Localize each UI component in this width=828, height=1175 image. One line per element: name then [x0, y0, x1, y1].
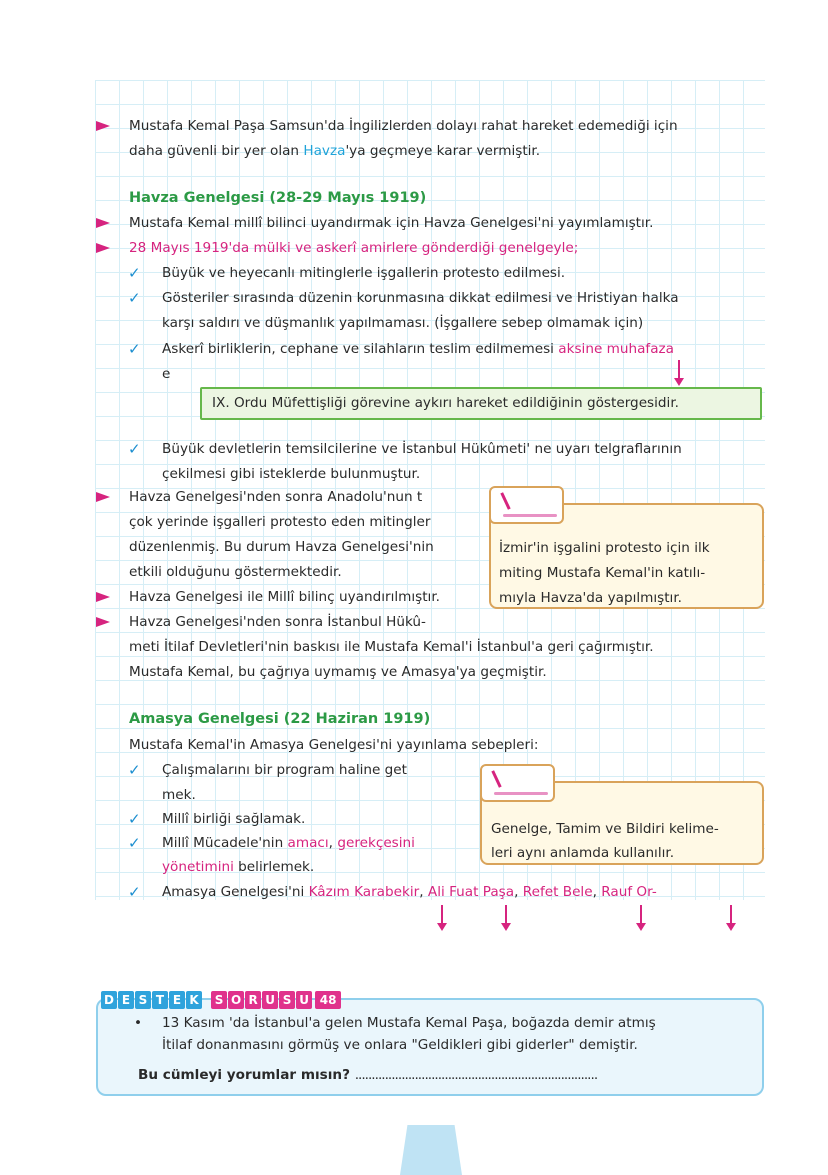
question-line-1: 13 Kasım 'da İstanbul'a gelen Mustafa Kemal Paşa, boğazda demir atmış [162, 1015, 656, 1031]
pen-stroke [494, 792, 548, 795]
havza-line-2: 28 Mayıs 1919'da mülki ve askerî amirlere gönderdiği genelgeyle; [129, 240, 579, 256]
pointer-line [441, 905, 443, 925]
check-item-4b: çekilmesi gibi isteklerde bulunmuştur. [162, 466, 421, 482]
separator: , [328, 835, 338, 851]
genelge-note-line-2: leri aynı anlamda kullanılır. [491, 845, 675, 861]
pen-icon [500, 492, 510, 510]
pointer-line [730, 905, 732, 925]
label-letter: T [152, 991, 168, 1009]
genelge-note-tab [480, 764, 555, 802]
milli-bilinc-line: Havza Genelgesi ile Millî bilinç uyandırılmıştır. [129, 589, 440, 605]
check-icon: ✓ [128, 289, 141, 307]
ordu-note-text: IX. Ordu Müfettişliği görevine aykırı hareket edildiğinin göstergesidir. [212, 395, 679, 411]
pointer-line [640, 905, 642, 925]
bullet-arrow-icon [96, 617, 110, 627]
down-arrow-icon [501, 923, 511, 931]
label-letter: S [135, 991, 151, 1009]
after-havza-line-3: düzenlenmiş. Bu durum Havza Genelgesi'nin [129, 539, 434, 555]
intro-line-2 [129, 142, 540, 160]
havza-heading: Havza Genelgesi (28-29 Mayıs 1919) [129, 190, 427, 206]
down-arrow-icon [437, 923, 447, 931]
pen-icon [491, 770, 501, 788]
label-letter: K [186, 991, 202, 1009]
intro-text: daha güvenli bir yer olan [129, 143, 304, 159]
check-item-3-text: Askerî birliklerin, cephane ve silahların teslim edilmemesi [162, 341, 559, 357]
check-item-1: Büyük ve heyecanlı mitinglerle işgallerin protesto edilmesi. [162, 265, 566, 281]
bullet-arrow-icon [96, 121, 110, 131]
amasya-item-3a [162, 834, 415, 852]
amasya-item-1a: Çalışmalarını bir program haline get [162, 762, 407, 778]
check-item-4a: Büyük devletlerin temsilcilerine ve İstanbul Hükûmeti' ne uyarı telgraflarının [162, 441, 682, 457]
genelge-note-line-1: Genelge, Tamim ve Bildiri kelime- [491, 821, 719, 837]
destek-question-box [96, 998, 764, 1096]
izmir-note-line-1: İzmir'in işgalini protesto için ilk [499, 540, 710, 556]
havza-highlight: Havza [303, 143, 346, 159]
label-letter: E [118, 991, 134, 1009]
down-arrow-icon [674, 378, 684, 386]
separator: , [514, 884, 519, 900]
izmir-note-tab [489, 486, 564, 524]
istanbul-line-3: Mustafa Kemal, bu çağrıya uymamış ve Amasya'ya geçmiştir. [129, 664, 547, 680]
bullet-arrow-icon [96, 492, 110, 502]
check-icon: ✓ [128, 810, 141, 828]
down-arrow-icon [726, 923, 736, 931]
ali-fuat-pasa-highlight: Ali Fuat Paşa [427, 884, 515, 900]
kazim-karabekir-highlight: Kâzım Karabekir [308, 884, 420, 900]
amasya-item-3-end: belirlemek. [233, 859, 315, 875]
page-number-tab [400, 1125, 462, 1175]
rauf-orbay-highlight: Rauf Or- [601, 884, 657, 900]
answer-line[interactable]: ......................................................................... [354, 1067, 598, 1083]
check-item-3b: e [162, 366, 171, 382]
aksine-muhafaza-highlight: aksine muhafaza [558, 341, 675, 357]
amasya-item-4-text: Amasya Genelgesi'ni [162, 884, 309, 900]
gerekcesini-highlight: gerekçesini [337, 835, 415, 851]
amasya-item-4 [162, 883, 657, 901]
bullet-arrow-icon [96, 243, 110, 253]
question-number: 48 [315, 991, 341, 1009]
check-item-3a [162, 340, 674, 358]
label-letter: S [279, 991, 295, 1009]
check-item-2a: Gösteriler sırasında düzenin korunmasına dikkat edilmesi ve Hristiyan halka [162, 290, 679, 306]
check-icon: ✓ [128, 834, 141, 852]
izmir-note-line-3: mıyla Havza'da yapılmıştır. [499, 590, 682, 606]
amasya-intro: Mustafa Kemal'in Amasya Genelgesi'ni yayınlama sebepleri: [129, 737, 539, 753]
answer-prompt [138, 1066, 597, 1084]
prompt-text: Bu cümleyi yorumlar mısın? [138, 1067, 350, 1083]
yonetimini-highlight: yönetimini [162, 859, 234, 875]
label-letter: U [296, 991, 312, 1009]
label-letter: U [262, 991, 278, 1009]
refet-bele-highlight: Refet Bele [522, 884, 593, 900]
istanbul-line-2: meti İtilaf Devletleri'nin baskısı ile Mustafa Kemal'i İstanbul'a geri çağırmıştır. [129, 639, 654, 655]
amasya-item-3-text: Millî Mücadele'nin [162, 835, 288, 851]
label-letter: O [228, 991, 244, 1009]
label-letter: S [211, 991, 227, 1009]
check-item-2b: karşı saldırı ve düşmanlık yapılmaması. (İşgallere sebep olmamak için) [162, 315, 644, 331]
question-line-2: İtilaf donanmasını görmüş ve onlara "Geldikleri gibi giderler" demiştir. [162, 1037, 638, 1053]
check-icon: ✓ [128, 883, 141, 901]
down-arrow-icon [636, 923, 646, 931]
separator: , [419, 884, 424, 900]
bullet-arrow-icon [96, 592, 110, 602]
amasya-item-2: Millî birliği sağlamak. [162, 811, 306, 827]
destek-sorusu-label [101, 989, 342, 1009]
izmir-note-line-2: miting Mustafa Kemal'in katılı- [499, 565, 706, 581]
label-letter: R [245, 991, 261, 1009]
bullet-arrow-icon [96, 218, 110, 228]
intro-line-1: Mustafa Kemal Paşa Samsun'da İngilizlerden dolayı rahat hareket edemediği için [129, 118, 678, 134]
pointer-line [678, 360, 680, 380]
after-havza-line-4: etkili olduğunu göstermektedir. [129, 564, 342, 580]
check-icon: ✓ [128, 264, 141, 282]
separator: , [592, 884, 597, 900]
label-letter: E [169, 991, 185, 1009]
label-letter: D [101, 991, 117, 1009]
pointer-line [505, 905, 507, 925]
intro-text-end: 'ya geçmeye karar vermiştir. [345, 143, 541, 159]
pen-stroke [503, 514, 557, 517]
check-icon: ✓ [128, 761, 141, 779]
amasya-item-3b [162, 858, 314, 876]
check-icon: ✓ [128, 340, 141, 358]
after-havza-line-1: Havza Genelgesi'nden sonra Anadolu'nun t [129, 489, 423, 505]
after-havza-line-2: çok yerinde işgalleri protesto eden mitingler [129, 514, 431, 530]
istanbul-line-1: Havza Genelgesi'nden sonra İstanbul Hükû- [129, 614, 426, 630]
check-icon: ✓ [128, 440, 141, 458]
amaci-highlight: amacı [287, 835, 329, 851]
bullet: • [134, 1015, 143, 1031]
havza-line-1: Mustafa Kemal millî bilinci uyandırmak için Havza Genelgesi'ni yayımlamıştır. [129, 215, 654, 231]
ordu-note-box [200, 387, 762, 420]
amasya-item-1b: mek. [162, 787, 196, 803]
amasya-heading: Amasya Genelgesi (22 Haziran 1919) [129, 711, 431, 727]
